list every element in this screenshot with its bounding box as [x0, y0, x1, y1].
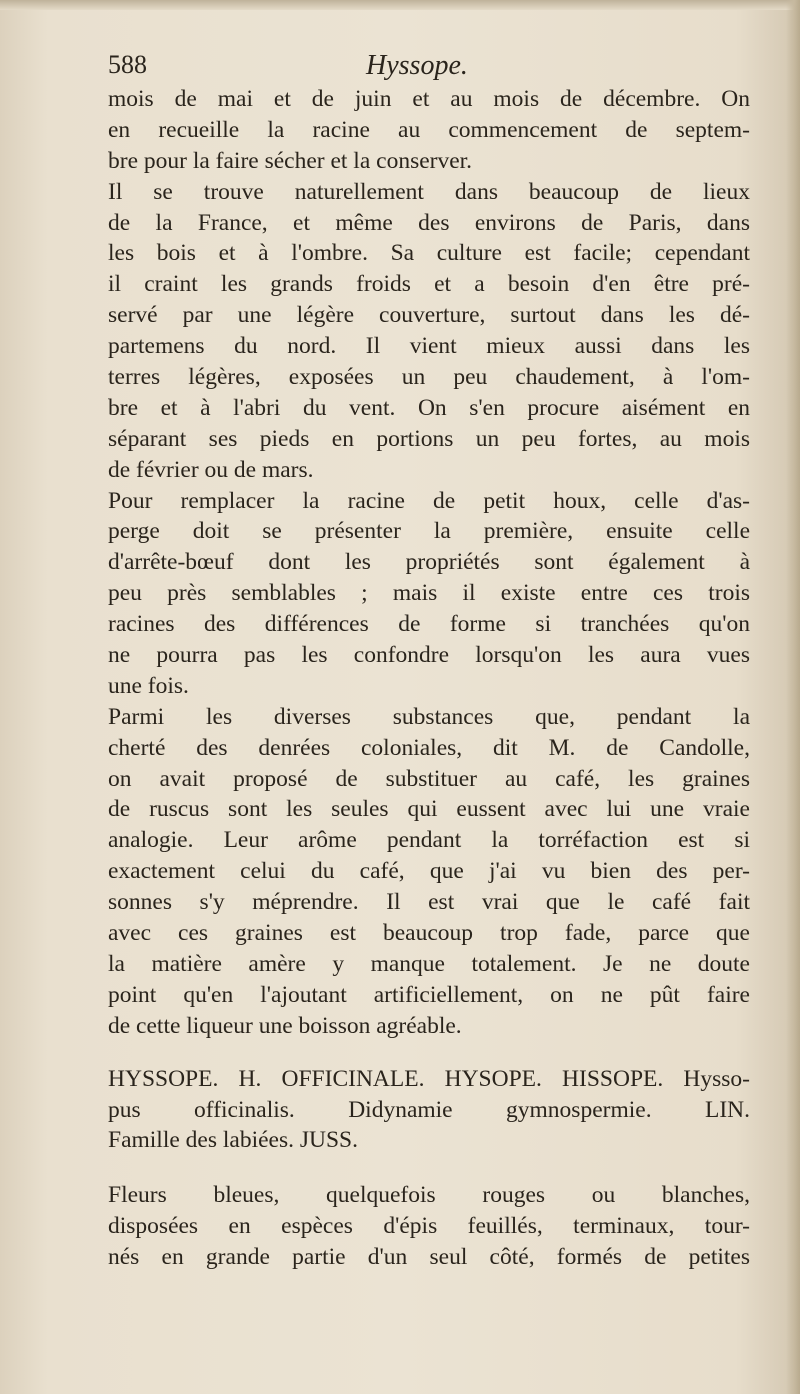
text-line: de ruscus sont les seules qui eussent avec lui une vraie	[108, 796, 750, 823]
text-line: HYSSOPE. H. OFFICINALE. HYSOPE. HISSOPE. Hysso-	[108, 1065, 750, 1092]
text-line: bre pour la faire sécher et la conserver.	[108, 147, 473, 174]
text-line: servé par une légère couverture, surtout dans les dé-	[108, 302, 750, 329]
text-line: pus officinalis. Didynamie gymnospermie. LIN.	[108, 1096, 750, 1123]
paragraph	[108, 84, 750, 177]
section-gap	[108, 1042, 750, 1064]
text-line: Il se trouve naturellement dans beaucoup de lieux	[108, 178, 750, 205]
text-line: une fois.	[108, 672, 189, 699]
text-line: partemens du nord. Il vient mieux aussi dans les	[108, 333, 750, 360]
text-line: la matière amère y manque totalement. Je ne doute	[108, 950, 750, 977]
page-right-edge	[786, 0, 800, 1394]
text-line: Parmi les diverses substances que, pendant la	[108, 703, 750, 730]
text-line: Famille des labiées. JUSS.	[108, 1127, 358, 1154]
body-text	[108, 84, 750, 1273]
entry-heading-paragraph	[108, 1064, 750, 1157]
text-line: bre et à l'abri du vent. On s'en procure aisément en	[108, 394, 750, 421]
text-line: disposées en espèces d'épis feuillés, terminaux, tour-	[108, 1213, 750, 1240]
paragraph	[108, 702, 750, 1042]
text-line: de cette liqueur une boisson agréable.	[108, 1012, 462, 1039]
running-title: Hyssope.	[366, 50, 468, 81]
text-line: ne pourra pas les confondre lorsqu'on les aura vues	[108, 642, 750, 669]
text-line: les bois et à l'ombre. Sa culture est facile; cependant	[108, 240, 750, 267]
text-line: Fleurs bleues, quelquefois rouges ou blanches,	[108, 1182, 750, 1209]
text-line: exactement celui du café, que j'ai vu bien des per-	[108, 858, 750, 885]
text-line: d'arrête-bœuf dont les propriétés sont également à	[108, 549, 750, 576]
text-line: mois de mai et de juin et au mois de décembre. On	[108, 86, 750, 112]
section-gap	[108, 1156, 750, 1180]
page-top-edge	[0, 0, 800, 10]
page-number: 588	[108, 50, 147, 79]
text-line: analogie. Leur arôme pendant la torréfaction est si	[108, 827, 750, 854]
text-line: de février ou de mars.	[108, 456, 314, 483]
text-line: on avait proposé de substituer au café, les graines	[108, 765, 750, 792]
text-line: sonnes s'y méprendre. Il est vrai que le café fait	[108, 889, 750, 916]
text-line: nés en grande partie d'un seul côté, formés de petites	[108, 1244, 750, 1271]
text-line: peu près semblables ; mais il existe entre ces trois	[108, 580, 750, 607]
paragraph	[108, 1180, 750, 1273]
text-line: séparant ses pieds en portions un peu fortes, au mois	[108, 425, 750, 452]
text-line: de la France, et même des environs de Paris, dans	[108, 209, 750, 236]
text-line: en recueille la racine au commencement de septem-	[108, 116, 750, 143]
text-line: point qu'en l'ajoutant artificiellement, on ne pût faire	[108, 981, 750, 1008]
text-line: avec ces graines est beaucoup trop fade, parce que	[108, 920, 750, 947]
text-line: cherté des denrées coloniales, dit M. de Candolle,	[108, 734, 750, 761]
text-line: terres légères, exposées un peu chaudement, à l'om-	[108, 364, 750, 391]
text-line: il craint les grands froids et a besoin d'en être pré-	[108, 271, 750, 298]
text-line: perge doit se présenter la première, ensuite celle	[108, 518, 750, 545]
text-line: Pour remplacer la racine de petit houx, celle d'as-	[108, 487, 750, 514]
paragraph	[108, 486, 750, 702]
paragraph	[108, 177, 750, 486]
text-line: racines des différences de forme si tranchées qu'on	[108, 611, 750, 638]
